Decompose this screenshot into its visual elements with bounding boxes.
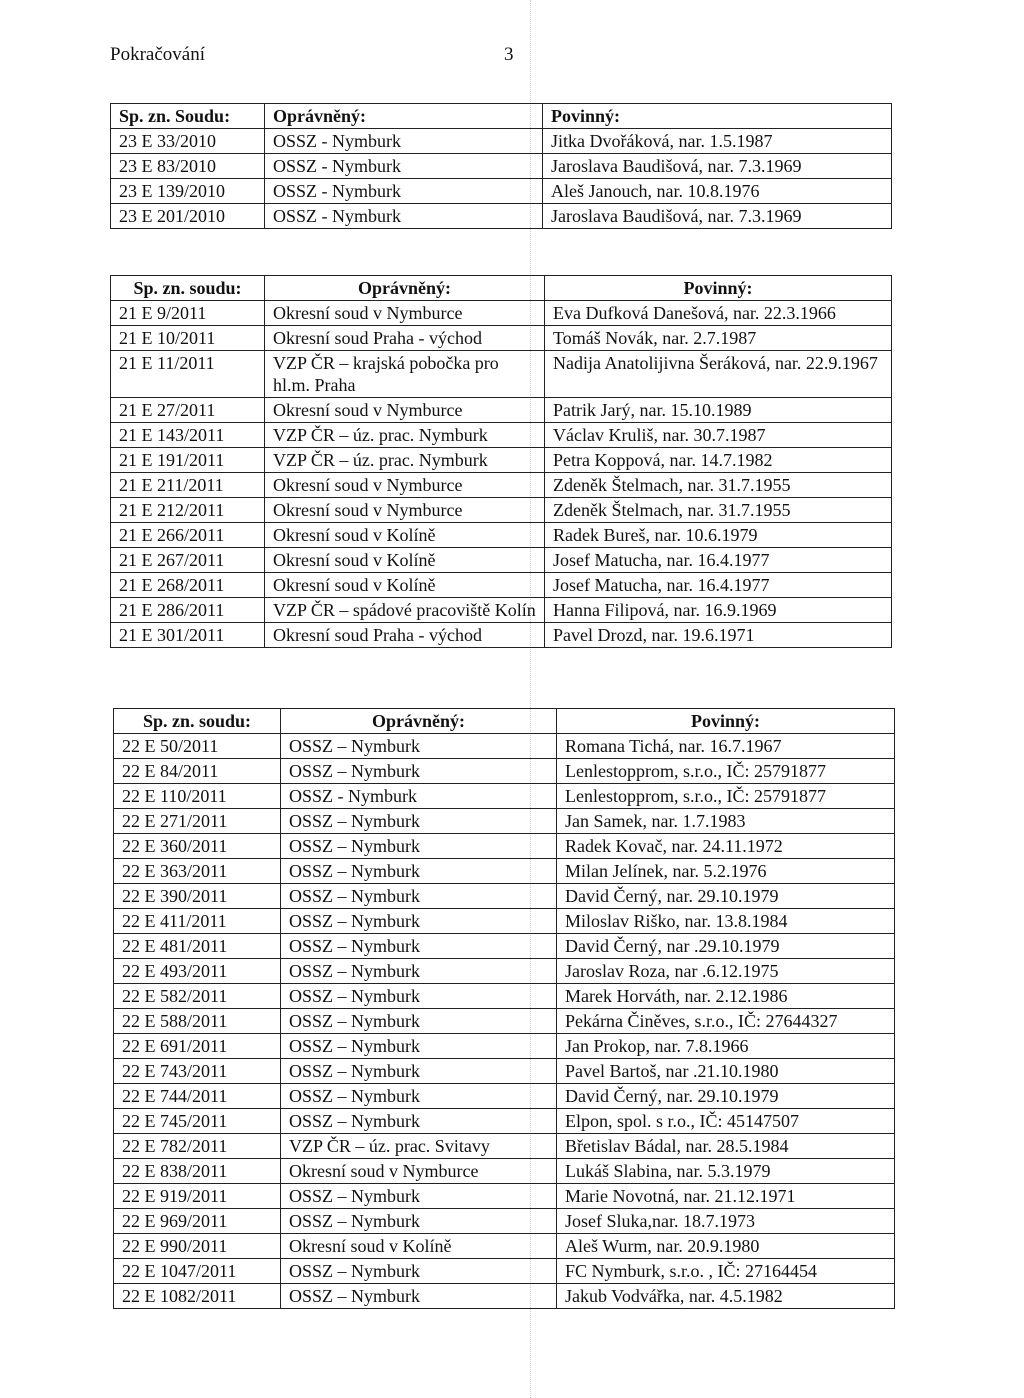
case-number-cell: 21 E 266/2011 xyxy=(111,523,265,548)
debtor-cell: Aleš Janouch, nar. 10.8.1976 xyxy=(543,179,892,204)
case-number-cell: 22 E 50/2011 xyxy=(114,734,281,759)
table-row xyxy=(114,984,895,1009)
debtor-cell: Elpon, spol. s r.o., IČ: 45147507 xyxy=(557,1109,895,1134)
table-row xyxy=(114,1009,895,1034)
case-number-cell: 21 E 9/2011 xyxy=(111,301,265,326)
creditor-cell: Okresní soud v Nymburce xyxy=(265,498,545,523)
case-number-cell: 22 E 411/2011 xyxy=(114,909,281,934)
case-table-2 xyxy=(110,275,892,648)
table-row xyxy=(111,623,892,648)
debtor-cell: Jaroslava Baudišová, nar. 7.3.1969 xyxy=(543,154,892,179)
debtor-cell: Radek Bureš, nar. 10.6.1979 xyxy=(545,523,892,548)
creditor-cell: VZP ČR – úz. prac. Svitavy xyxy=(281,1134,557,1159)
table-row xyxy=(111,154,892,179)
creditor-cell: OSSZ – Nymburk xyxy=(281,959,557,984)
case-number-cell: 22 E 919/2011 xyxy=(114,1184,281,1209)
debtor-cell: Miloslav Riško, nar. 13.8.1984 xyxy=(557,909,895,934)
debtor-cell: FC Nymburk, s.r.o. , IČ: 27164454 xyxy=(557,1259,895,1284)
table-row xyxy=(114,784,895,809)
case-number-cell: 22 E 582/2011 xyxy=(114,984,281,1009)
case-number-cell: 22 E 363/2011 xyxy=(114,859,281,884)
table-row xyxy=(114,734,895,759)
table-row xyxy=(114,1209,895,1234)
table-row xyxy=(111,179,892,204)
case-number-cell: 22 E 1047/2011 xyxy=(114,1259,281,1284)
case-number-cell: 22 E 990/2011 xyxy=(114,1234,281,1259)
case-table-3 xyxy=(113,708,895,1309)
table-row xyxy=(111,548,892,573)
table-row xyxy=(114,1059,895,1084)
debtor-cell: Aleš Wurm, nar. 20.9.1980 xyxy=(557,1234,895,1259)
table-row xyxy=(111,598,892,623)
creditor-header: Oprávněný: xyxy=(281,709,557,734)
creditor-cell: Okresní soud Praha - východ xyxy=(265,623,545,648)
case-number-cell: 22 E 838/2011 xyxy=(114,1159,281,1184)
debtor-header: Povinný: xyxy=(545,276,892,301)
creditor-cell: VZP ČR – krajská pobočka pro hl.m. Praha xyxy=(265,351,545,398)
debtor-header: Povinný: xyxy=(557,709,895,734)
table-row xyxy=(111,398,892,423)
debtor-cell: Pavel Bartoš, nar .21.10.1980 xyxy=(557,1059,895,1084)
case-number-cell: 22 E 271/2011 xyxy=(114,809,281,834)
debtor-cell: Patrik Jarý, nar. 15.10.1989 xyxy=(545,398,892,423)
creditor-cell: Okresní soud v Nymburce xyxy=(265,473,545,498)
table-row xyxy=(114,934,895,959)
creditor-cell: OSSZ – Nymburk xyxy=(281,759,557,784)
case-number-cell: 21 E 27/2011 xyxy=(111,398,265,423)
case-table-1 xyxy=(110,103,892,229)
debtor-cell: Josef Matucha, nar. 16.4.1977 xyxy=(545,573,892,598)
table-row xyxy=(114,909,895,934)
case-number-header: Sp. zn. soudu: xyxy=(114,709,281,734)
creditor-cell: OSSZ – Nymburk xyxy=(281,859,557,884)
creditor-cell: OSSZ - Nymburk xyxy=(265,154,543,179)
debtor-cell: Jan Prokop, nar. 7.8.1966 xyxy=(557,1034,895,1059)
table-row xyxy=(114,859,895,884)
creditor-cell: Okresní soud v Kolíně xyxy=(265,523,545,548)
creditor-cell: OSSZ – Nymburk xyxy=(281,1009,557,1034)
table-row xyxy=(111,204,892,229)
debtor-cell: Milan Jelínek, nar. 5.2.1976 xyxy=(557,859,895,884)
creditor-cell: Okresní soud v Kolíně xyxy=(265,548,545,573)
creditor-cell: OSSZ – Nymburk xyxy=(281,1284,557,1309)
page-number: 3 xyxy=(504,44,514,65)
debtor-cell: Pekárna Činěves, s.r.o., IČ: 27644327 xyxy=(557,1009,895,1034)
creditor-cell: VZP ČR – úz. prac. Nymburk xyxy=(265,448,545,473)
debtor-cell: Nadija Anatolijivna Šeráková, nar. 22.9.1967 xyxy=(545,351,892,398)
debtor-cell: Zdeněk Štelmach, nar. 31.7.1955 xyxy=(545,473,892,498)
creditor-cell: OSSZ - Nymburk xyxy=(265,179,543,204)
case-number-cell: 22 E 360/2011 xyxy=(114,834,281,859)
case-number-cell: 22 E 84/2011 xyxy=(114,759,281,784)
creditor-cell: Okresní soud v Nymburce xyxy=(281,1159,557,1184)
debtor-cell: Jakub Vodvářka, nar. 4.5.1982 xyxy=(557,1284,895,1309)
creditor-cell: OSSZ – Nymburk xyxy=(281,734,557,759)
creditor-cell: OSSZ – Nymburk xyxy=(281,809,557,834)
page-header-title: Pokračování xyxy=(110,44,205,65)
creditor-cell: OSSZ – Nymburk xyxy=(281,834,557,859)
creditor-cell: OSSZ – Nymburk xyxy=(281,984,557,1009)
case-number-cell: 21 E 191/2011 xyxy=(111,448,265,473)
case-number-cell: 21 E 301/2011 xyxy=(111,623,265,648)
debtor-cell: Lukáš Slabina, nar. 5.3.1979 xyxy=(557,1159,895,1184)
debtor-cell: Romana Tichá, nar. 16.7.1967 xyxy=(557,734,895,759)
creditor-cell: Okresní soud v Nymburce xyxy=(265,398,545,423)
table-row xyxy=(111,301,892,326)
table-header-row xyxy=(111,104,892,129)
debtor-cell: Hanna Filipová, nar. 16.9.1969 xyxy=(545,598,892,623)
case-number-cell: 22 E 1082/2011 xyxy=(114,1284,281,1309)
case-number-cell: 22 E 745/2011 xyxy=(114,1109,281,1134)
table-row xyxy=(111,351,892,398)
debtor-cell: Břetislav Bádal, nar. 28.5.1984 xyxy=(557,1134,895,1159)
debtor-cell: Jan Samek, nar. 1.7.1983 xyxy=(557,809,895,834)
creditor-cell: Okresní soud Praha - východ xyxy=(265,326,545,351)
case-number-cell: 21 E 212/2011 xyxy=(111,498,265,523)
case-number-cell: 22 E 588/2011 xyxy=(114,1009,281,1034)
debtor-cell: Tomáš Novák, nar. 2.7.1987 xyxy=(545,326,892,351)
debtor-cell: David Černý, nar .29.10.1979 xyxy=(557,934,895,959)
table-row xyxy=(114,1034,895,1059)
case-number-cell: 21 E 211/2011 xyxy=(111,473,265,498)
table-row xyxy=(114,759,895,784)
creditor-cell: Okresní soud v Kolíně xyxy=(281,1234,557,1259)
debtor-cell: Radek Kovač, nar. 24.11.1972 xyxy=(557,834,895,859)
table-row xyxy=(111,498,892,523)
case-number-cell: 22 E 481/2011 xyxy=(114,934,281,959)
creditor-cell: VZP ČR – spádové pracoviště Kolín xyxy=(265,598,545,623)
table-row xyxy=(111,573,892,598)
creditor-cell: Okresní soud v Kolíně xyxy=(265,573,545,598)
creditor-cell: OSSZ - Nymburk xyxy=(265,129,543,154)
creditor-cell: OSSZ – Nymburk xyxy=(281,1034,557,1059)
debtor-cell: Marek Horváth, nar. 2.12.1986 xyxy=(557,984,895,1009)
table-row xyxy=(114,834,895,859)
table-row xyxy=(114,1084,895,1109)
table-row xyxy=(111,473,892,498)
table-row xyxy=(111,129,892,154)
table-row xyxy=(111,523,892,548)
debtor-cell: Eva Dufková Danešová, nar. 22.3.1966 xyxy=(545,301,892,326)
creditor-cell: Okresní soud v Nymburce xyxy=(265,301,545,326)
case-number-cell: 23 E 83/2010 xyxy=(111,154,265,179)
debtor-cell: Marie Novotná, nar. 21.12.1971 xyxy=(557,1184,895,1209)
case-number-cell: 21 E 268/2011 xyxy=(111,573,265,598)
case-number-cell: 23 E 33/2010 xyxy=(111,129,265,154)
case-number-cell: 22 E 782/2011 xyxy=(114,1134,281,1159)
table-row xyxy=(114,1284,895,1309)
creditor-cell: OSSZ – Nymburk xyxy=(281,1059,557,1084)
case-number-header: Sp. zn. soudu: xyxy=(111,276,265,301)
table-row xyxy=(114,809,895,834)
case-number-cell: 21 E 11/2011 xyxy=(111,351,265,398)
table-row xyxy=(111,326,892,351)
debtor-cell: David Černý, nar. 29.10.1979 xyxy=(557,884,895,909)
creditor-cell: OSSZ – Nymburk xyxy=(281,934,557,959)
table-row xyxy=(111,448,892,473)
case-number-cell: 21 E 286/2011 xyxy=(111,598,265,623)
table-row xyxy=(114,1234,895,1259)
case-number-cell: 23 E 139/2010 xyxy=(111,179,265,204)
table-row xyxy=(114,1159,895,1184)
debtor-header: Povinný: xyxy=(543,104,892,129)
debtor-cell: Jitka Dvořáková, nar. 1.5.1987 xyxy=(543,129,892,154)
case-number-cell: 22 E 743/2011 xyxy=(114,1059,281,1084)
creditor-cell: OSSZ – Nymburk xyxy=(281,909,557,934)
debtor-cell: Jaroslav Roza, nar .6.12.1975 xyxy=(557,959,895,984)
debtor-cell: Jaroslava Baudišová, nar. 7.3.1969 xyxy=(543,204,892,229)
case-number-cell: 22 E 493/2011 xyxy=(114,959,281,984)
debtor-cell: Pavel Drozd, nar. 19.6.1971 xyxy=(545,623,892,648)
table-header-row xyxy=(114,709,895,734)
table-row xyxy=(114,884,895,909)
table-row xyxy=(114,1134,895,1159)
case-number-cell: 22 E 744/2011 xyxy=(114,1084,281,1109)
debtor-cell: Zdeněk Štelmach, nar. 31.7.1955 xyxy=(545,498,892,523)
creditor-cell: OSSZ – Nymburk xyxy=(281,1259,557,1284)
table-row xyxy=(111,423,892,448)
case-number-cell: 23 E 201/2010 xyxy=(111,204,265,229)
creditor-header: Oprávněný: xyxy=(265,104,543,129)
debtor-cell: Petra Koppová, nar. 14.7.1982 xyxy=(545,448,892,473)
case-number-cell: 21 E 10/2011 xyxy=(111,326,265,351)
creditor-cell: OSSZ - Nymburk xyxy=(281,784,557,809)
debtor-cell: Lenlestopprom, s.r.o., IČ: 25791877 xyxy=(557,784,895,809)
case-number-cell: 22 E 110/2011 xyxy=(114,784,281,809)
case-number-cell: 22 E 969/2011 xyxy=(114,1209,281,1234)
debtor-cell: Josef Sluka,nar. 18.7.1973 xyxy=(557,1209,895,1234)
creditor-cell: OSSZ – Nymburk xyxy=(281,884,557,909)
creditor-cell: VZP ČR – úz. prac. Nymburk xyxy=(265,423,545,448)
table-row xyxy=(114,959,895,984)
creditor-cell: OSSZ – Nymburk xyxy=(281,1084,557,1109)
creditor-cell: OSSZ - Nymburk xyxy=(265,204,543,229)
creditor-cell: OSSZ – Nymburk xyxy=(281,1184,557,1209)
debtor-cell: Lenlestopprom, s.r.o., IČ: 25791877 xyxy=(557,759,895,784)
table-row xyxy=(114,1109,895,1134)
case-number-header: Sp. zn. Soudu: xyxy=(111,104,265,129)
creditor-cell: OSSZ – Nymburk xyxy=(281,1109,557,1134)
debtor-cell: David Černý, nar. 29.10.1979 xyxy=(557,1084,895,1109)
debtor-cell: Václav Kruliš, nar. 30.7.1987 xyxy=(545,423,892,448)
table-header-row xyxy=(111,276,892,301)
case-number-cell: 21 E 267/2011 xyxy=(111,548,265,573)
debtor-cell: Josef Matucha, nar. 16.4.1977 xyxy=(545,548,892,573)
table-row xyxy=(114,1184,895,1209)
table-row xyxy=(114,1259,895,1284)
creditor-header: Oprávněný: xyxy=(265,276,545,301)
case-number-cell: 22 E 691/2011 xyxy=(114,1034,281,1059)
creditor-cell: OSSZ – Nymburk xyxy=(281,1209,557,1234)
case-number-cell: 22 E 390/2011 xyxy=(114,884,281,909)
case-number-cell: 21 E 143/2011 xyxy=(111,423,265,448)
